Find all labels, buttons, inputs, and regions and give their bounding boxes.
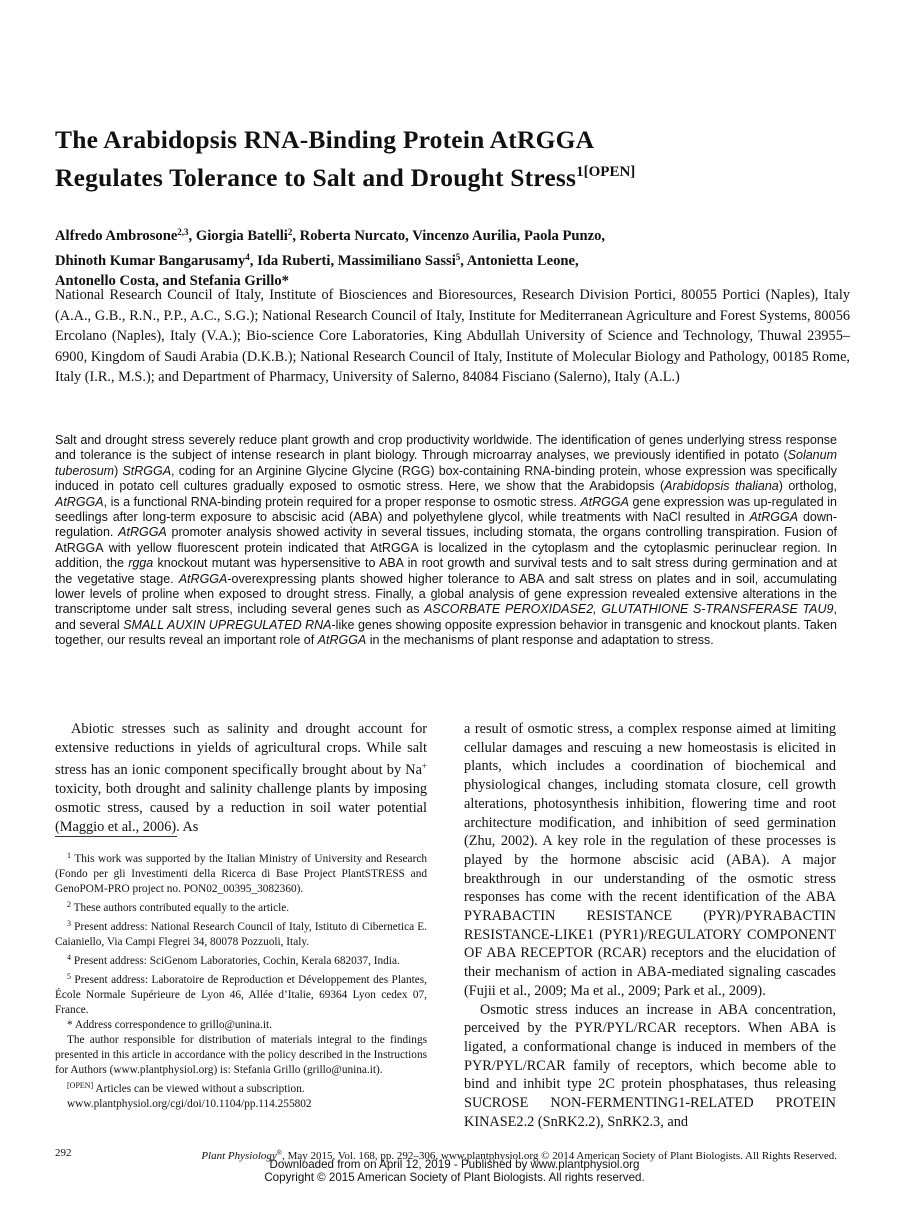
abstract-italic: SMALL AUXIN UPREGULATED RNA — [123, 617, 332, 632]
author-sup: 2,3 — [177, 227, 189, 237]
author-name: , Roberta Nurcato, Vincenzo Aurilia, Paola Punzo, — [292, 228, 606, 244]
abstract-italic: Solanum tuberosum — [55, 448, 837, 478]
abstract-italic: Arabidopsis thaliana — [664, 479, 779, 494]
abstract-text: in the mechanisms of plant response and adaptation to stress. — [366, 633, 714, 648]
abstract-italic: AtRGGA — [317, 633, 367, 648]
citation-text: , May 2015, Vol. 168, pp. 292–306, www.plantphysiol.org © 2014 American Society of Plant Biologists. All Rights Reserved. — [282, 1150, 837, 1162]
author-sup: 2 — [287, 227, 293, 237]
footnote-marker: 4 — [67, 953, 71, 962]
abstract-text: gene expression was up-regulated in seedlings after long-term exposure to abscisic acid (ABA) and polyethylene glycol, while treatments with NaCl resulted in — [55, 494, 837, 525]
footnote-text: These authors contributed equally to the article. — [71, 902, 290, 914]
abstract-text: knockout mutant was hypersensitive to ABA in root growth and survival tests and to salt stress during germination and at the vegetative stage. — [55, 556, 837, 586]
abstract-italic: rgga — [128, 556, 154, 571]
body-paragraph: a result of osmotic stress, a complex response aimed at limiting cellular damages and rescuing a new homeostasis is elicited in plants, which includes a coordination of biochemical and physiological changes, including stomata closure, cell growth alterations, photosynthesis inhibition, flowering time and root architecture modification, and inhibition of seed germination (Zhu, 2002). A key role in the regulation of these processes is played by the hormone abscisic acid (ABA). A major breakthrough in our understanding of the osmotic stress responses has come with the recent identification of the ABA PYRABACTIN RESISTANCE (PYR)/PYRABACTIN RESISTANCE-LIKE1 (PYR1)/REGULATORY COMPONENT OF ABA RECEPTOR (RCAR) receptors and the elucidation of their mechanism of action in ABA-mediated signaling cascades (Fujii et al., 2009; Ma et al., 2009; Park et al., 2009). — [464, 721, 836, 999]
author-name: Alfredo Ambrosone — [55, 228, 178, 244]
body-paragraph: Osmotic stress induces an increase in ABA concentration, perceived by the PYR/PYL/RCAR receptors. When ABA is ligated, a conformational change is induced in members of the PYR/PYL/RCAR family of receptors, which become able to bind and inhibit type 2C protein phosphatases, thus releasing SUCROSE NON-FERMENTING1-RELATED PROTEIN KINASE2.2 (SnRK2.2), SnRK2.3, and — [464, 1001, 836, 1130]
abstract-text: down-regulation. — [55, 510, 837, 540]
footnote-marker: 2 — [67, 900, 71, 909]
footnote — [55, 1078, 427, 1097]
footnote-marker: 3 — [67, 919, 71, 928]
author-name: Dhinoth Kumar Bangarusamy — [55, 252, 246, 269]
title-line-1: The Arabidopsis RNA-Binding Protein AtRGGA — [55, 125, 595, 154]
abstract-text: -overexpressing plants showed higher tolerance to ABA and salt stress on plates and in soil, accumulating lower levels of proline when exposed to drought stress. Finally, a global analysis of gene expression revealed extensive alterations in the transcriptome under salt stress, including several genes such as — [55, 571, 837, 617]
abstract-text: , is a functional RNA-binding protein required for a proper response to osmotic stress. — [103, 494, 581, 509]
title-footnote-marker: 1[OPEN] — [576, 164, 636, 180]
footnote-marker: 5 — [67, 972, 71, 981]
footnote — [55, 848, 427, 897]
abstract-text: ) — [114, 463, 123, 478]
footnote-text: This work was supported by the Italian Ministry of University and Research (Fondo per gli Investimenti della Ricerca di Base Project PlantSTRESS and GenoPOM-PRO project no. PON02_00395_3082360). — [55, 853, 427, 895]
registered-mark: ® — [276, 1149, 283, 1157]
superscript: + — [421, 761, 427, 772]
abstract-italic: ASCORBATE PEROXIDASE2, GLUTATHIONE S-TRANSFERASE TAU9 — [424, 602, 834, 617]
footnote-marker: [OPEN] — [67, 1081, 94, 1090]
author-name: , Antonietta Leone, — [460, 252, 579, 269]
footnote-text: Present address: SciGenom Laboratories, Cochin, Kerala 682037, India. — [71, 955, 400, 967]
footnote-text: Present address: National Research Council of Italy, Istituto di Cibernetica E. Caianiello, Via Campi Flegrei 34, 80078 Pozzuoli, Italy. — [55, 921, 427, 948]
title-line-2-text: Regulates Tolerance to Salt and Drought Stress — [55, 163, 577, 192]
journal-name: Plant Physiology — [201, 1150, 277, 1162]
author-sup: 4 — [245, 251, 250, 262]
abstract — [55, 433, 837, 649]
author-sup: 5 — [455, 251, 461, 262]
abstract-italic: StRGGA — [122, 463, 172, 478]
author-line-3: Antonello Costa, and Stefania Grillo* — [55, 273, 289, 289]
article-title — [55, 123, 835, 194]
footnote: The author responsible for distribution of materials integral to the findings presented in this article in accordance with the policy described in the Instructions for Authors (www.plantphysiol.org) is: Stefania Grillo (grillo@unina.it). — [55, 1034, 427, 1076]
footnote — [55, 916, 427, 950]
author-line-2 — [55, 247, 845, 272]
left-column-body — [55, 720, 427, 836]
abstract-text: , coding for an Arginine Glycine Glycine (RGG) box-containing RNA-binding protein, whose expression was specifically induced in potato cell cultures gradually exposed to osmotic stress. Here, we show that the Arabidopsis ( — [55, 463, 837, 494]
abstract-text: promoter analysis showed activity in several tissues, including stomata, the organs controlling transpiration. Fusion of AtRGGA with yellow fluorescent protein indicated that AtRGGA is localized in the cytoplasm and the cytoplasmic perinuclear region. In addition, the — [55, 525, 837, 571]
abstract-italic: AtRGGA — [118, 525, 167, 540]
doi-link[interactable]: www.plantphysiol.org/cgi/doi/10.1104/pp.114.255802 — [67, 1098, 312, 1110]
footnotes — [55, 848, 427, 1112]
abstract-text: -like genes showing opposite expression behavior in transgenic and knockout plants. Taken together, our results reveal an important role of — [55, 617, 837, 648]
body-text: Abiotic stresses such as salinity and drought account for extensive reductions in yields of agricultural crops. While salt stress has an ionic component specifically brought about by Na — [55, 721, 427, 779]
download-notice: Downloaded from on April 12, 2019 - Published by www.plantphysiol.org — [269, 1158, 640, 1171]
author-list — [55, 222, 845, 292]
footnote-text: Articles can be viewed without a subscription. — [93, 1083, 305, 1095]
body-text: toxicity, both drought and salinity challenge plants by imposing osmotic stress, caused by a reduction in soil water potential (Maggio et al., 2006). As — [55, 781, 427, 835]
footnote: * Address correspondence to grillo@unina.it. — [67, 1019, 272, 1031]
affiliations: National Research Council of Italy, Institute of Biosciences and Bioresources, Research Division Portici, 80055 Portici (Naples), Italy (A.A., G.B., R.N., P.P., A.C., S.G.); National Research Council of Italy, Institute for Mediterranean Agriculture and Forest Systems, 80056 Ercolano (Naples), Italy (V.A.); Bio-science Core Laboratories, King Abdullah University of Science and Technology, Thuwal 23955–6900, Kingdom of Saudi Arabia (D.K.B.); National Research Council of Italy, Institute of Molecular Biology and Pathology, 00185 Rome, Italy (I.R., M.S.); and Department of Pharmacy, University of Salerno, 84084 Fisciano (Salerno), Italy (A.L.) — [55, 287, 850, 385]
abstract-text: Salt and drought stress severely reduce plant growth and crop productivity worldwide. The identification of genes underlying stress response and tolerance is the subject of intense research in plant biology. Through microarray analyses, we previously identified in potato ( — [55, 433, 837, 463]
footnote — [55, 950, 427, 969]
abstract-italic: AtRGGA — [178, 571, 228, 586]
abstract-italic: AtRGGA — [580, 494, 629, 509]
page-number: 292 — [55, 1147, 72, 1159]
footnote — [55, 969, 427, 1018]
abstract-italic: AtRGGA — [749, 510, 799, 525]
title-line-2 — [55, 156, 835, 194]
author-name: , Giorgia Batelli — [188, 228, 288, 244]
footnote-text: Present address: Laboratoire de Reproduction et Développement des Plantes, École Normale Supérieure de Lyon 46, Allée d’Italie, 69364 Lyon cedex 07, France. — [55, 974, 427, 1016]
author-line-1 — [55, 222, 845, 247]
body-paragraph — [55, 720, 427, 836]
abstract-text: , and several — [55, 602, 837, 632]
author-name: , Ida Ruberti, Massimiliano Sassi — [249, 252, 456, 269]
abstract-text: ) ortholog, — [778, 479, 838, 494]
footnote-divider — [55, 836, 177, 837]
abstract-italic: AtRGGA — [55, 494, 104, 509]
right-column-body — [464, 720, 836, 1131]
footnote-marker: 1 — [67, 851, 71, 860]
footnote — [55, 897, 427, 916]
copyright-notice: Copyright © 2015 American Society of Plant Biologists. All rights reserved. — [264, 1171, 645, 1184]
